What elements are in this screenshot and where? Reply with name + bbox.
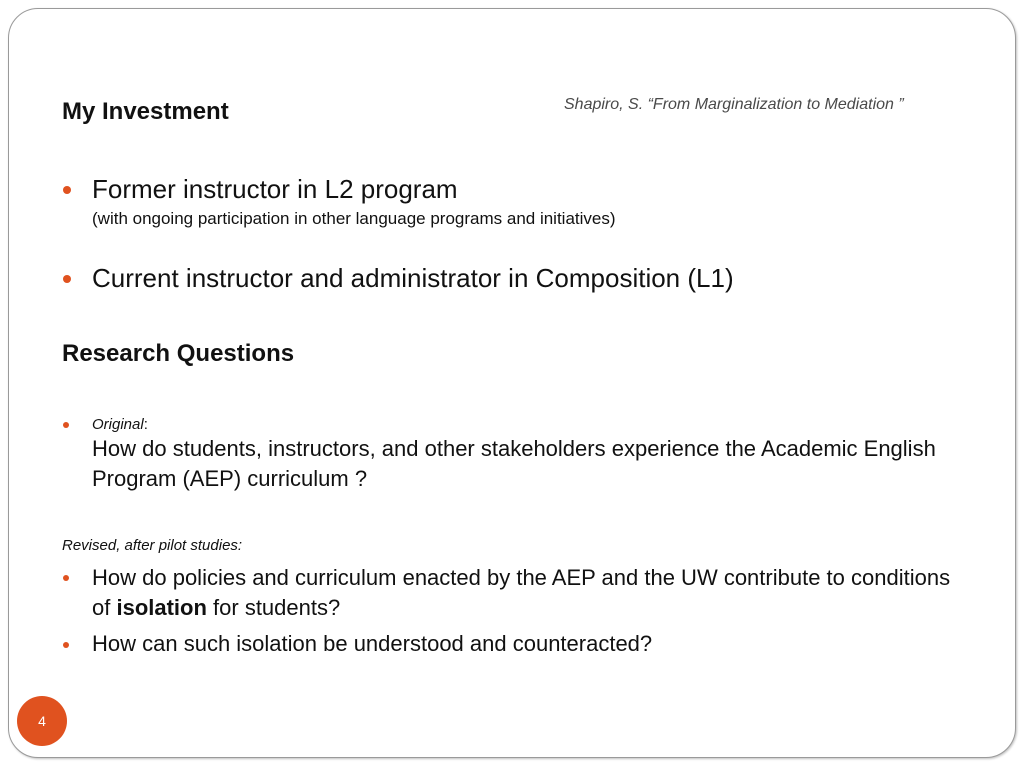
- page-number-badge: [17, 696, 67, 746]
- revised-question-2: How can such isolation be understood and counteracted?: [92, 631, 653, 656]
- revised-question-1-end: for students?: [206, 595, 341, 620]
- bullet-text-current-instructor: Current instructor and administrator in Composition (L1): [92, 263, 734, 293]
- page-number: 4: [38, 713, 46, 729]
- section-heading-research-questions: Research Questions: [62, 340, 295, 367]
- revised-question-1: [92, 563, 972, 623]
- bullet-subtext: (with ongoing participation in other language programs and initiatives): [92, 209, 616, 228]
- bullet-dot: [63, 575, 69, 581]
- bullet-dot: [63, 275, 71, 283]
- revised-label: Revised, after pilot studies:: [62, 537, 243, 554]
- original-label-text: Original: [92, 416, 144, 433]
- revised-question-1-text: How do policies and curriculum enacted by the AEP and the UW contribute to conditions of: [92, 565, 951, 620]
- original-label: [92, 416, 148, 433]
- bullet-text-former-instructor: Former instructor in L2 program: [92, 174, 458, 204]
- section-heading-my-investment: My Investment: [62, 98, 229, 125]
- bullet-dot: [63, 642, 69, 648]
- original-label-colon: :: [143, 416, 148, 433]
- bullet-dot: [63, 186, 71, 194]
- citation: Shapiro, S. “From Marginalization to Mediation ”: [564, 96, 904, 113]
- revised-question-1-bold: isolation: [116, 595, 207, 620]
- bullet-dot: [63, 422, 69, 428]
- original-question: How do students, instructors, and other stakeholders experience the Academic English Program (AEP) curriculum ?: [92, 436, 936, 491]
